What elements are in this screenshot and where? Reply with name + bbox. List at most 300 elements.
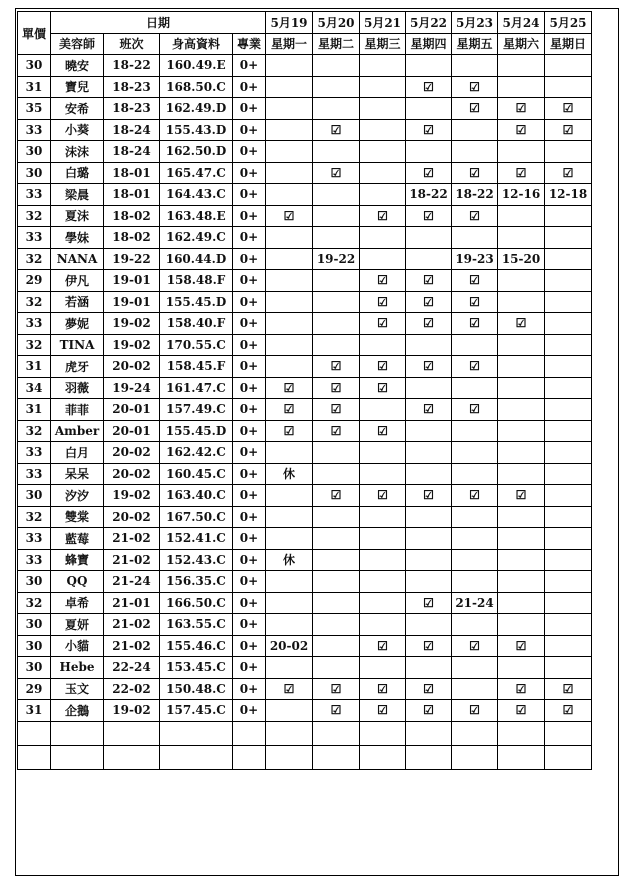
schedule-day-cell: 19-23	[452, 248, 498, 270]
schedule-checkbox-icon[interactable]: ☑	[452, 313, 498, 335]
shift-cell: 21-02	[104, 549, 160, 571]
stylist-name-cell: NANA	[51, 248, 104, 270]
schedule-day-cell	[360, 571, 406, 593]
shift-cell: 20-02	[104, 356, 160, 378]
schedule-checkbox-icon[interactable]: ☑	[545, 98, 592, 120]
table-row	[18, 98, 592, 120]
day-date-header: 5月24	[498, 12, 545, 34]
schedule-day-cell	[266, 528, 313, 550]
table-row	[18, 55, 592, 77]
weekday-header-saturday: 星期六	[498, 33, 545, 55]
schedule-checkbox-icon[interactable]: ☑	[360, 420, 406, 442]
professional-cell: 0+	[233, 678, 266, 700]
schedule-checkbox-icon[interactable]: ☑	[498, 485, 545, 507]
empty-cell	[406, 745, 452, 769]
schedule-checkbox-icon[interactable]: ☑	[452, 291, 498, 313]
table-row	[18, 442, 592, 464]
body-stats-cell: 168.50.C	[160, 76, 233, 98]
schedule-day-cell	[498, 291, 545, 313]
empty-cell	[160, 745, 233, 769]
professional-cell: 0+	[233, 442, 266, 464]
table-row	[18, 119, 592, 141]
schedule-day-cell	[452, 119, 498, 141]
schedule-checkbox-icon[interactable]: ☑	[360, 356, 406, 378]
price-cell: 31	[18, 399, 51, 421]
schedule-day-cell	[313, 614, 360, 636]
table-row	[18, 291, 592, 313]
schedule-day-cell	[406, 463, 452, 485]
schedule-day-cell	[360, 334, 406, 356]
schedule-day-cell	[360, 76, 406, 98]
schedule-day-cell	[545, 334, 592, 356]
empty-cell	[498, 745, 545, 769]
schedule-checkbox-icon[interactable]: ☑	[452, 700, 498, 722]
table-row	[18, 614, 592, 636]
schedule-checkbox-icon[interactable]: ☑	[266, 205, 313, 227]
empty-cell	[160, 721, 233, 745]
shift-cell: 18-24	[104, 141, 160, 163]
professional-cell: 0+	[233, 657, 266, 679]
schedule-checkbox-icon[interactable]: ☑	[313, 420, 360, 442]
schedule-day-cell	[266, 98, 313, 120]
schedule-day-cell	[360, 442, 406, 464]
schedule-checkbox-icon[interactable]: ☑	[313, 377, 360, 399]
schedule-day-cell	[313, 506, 360, 528]
schedule-day-cell	[452, 678, 498, 700]
schedule-day-cell	[406, 377, 452, 399]
shift-cell: 19-01	[104, 291, 160, 313]
professional-cell: 0+	[233, 420, 266, 442]
schedule-checkbox-icon[interactable]: ☑	[313, 485, 360, 507]
schedule-day-cell: 休	[266, 549, 313, 571]
schedule-checkbox-icon[interactable]: ☑	[406, 162, 452, 184]
schedule-day-cell	[360, 506, 406, 528]
day-date-header: 5月22	[406, 12, 452, 34]
schedule-checkbox-icon[interactable]: ☑	[545, 678, 592, 700]
schedule-checkbox-icon[interactable]: ☑	[406, 678, 452, 700]
stylist-name-cell: 呆呆	[51, 463, 104, 485]
schedule-day-cell	[406, 98, 452, 120]
schedule-day-cell	[498, 657, 545, 679]
stylist-name-cell: 曉安	[51, 55, 104, 77]
empty-row	[18, 721, 592, 745]
schedule-checkbox-icon[interactable]: ☑	[406, 485, 452, 507]
schedule-day-cell	[406, 571, 452, 593]
schedule-day-cell	[498, 571, 545, 593]
schedule-day-cell	[266, 227, 313, 249]
schedule-day-cell	[452, 528, 498, 550]
schedule-day-cell	[545, 614, 592, 636]
schedule-checkbox-icon[interactable]: ☑	[406, 119, 452, 141]
schedule-checkbox-icon[interactable]: ☑	[545, 700, 592, 722]
schedule-checkbox-icon[interactable]: ☑	[360, 377, 406, 399]
schedule-checkbox-icon[interactable]: ☑	[406, 399, 452, 421]
schedule-checkbox-icon[interactable]: ☑	[406, 76, 452, 98]
schedule-day-cell	[266, 55, 313, 77]
table-row	[18, 227, 592, 249]
schedule-checkbox-icon[interactable]: ☑	[452, 205, 498, 227]
schedule-day-cell	[498, 377, 545, 399]
schedule-day-cell	[452, 571, 498, 593]
schedule-day-cell	[406, 528, 452, 550]
price-cell: 30	[18, 141, 51, 163]
professional-cell: 0+	[233, 270, 266, 292]
schedule-checkbox-icon[interactable]: ☑	[266, 377, 313, 399]
price-cell: 33	[18, 184, 51, 206]
table-row	[18, 657, 592, 679]
schedule-checkbox-icon[interactable]: ☑	[360, 205, 406, 227]
schedule-day-cell	[266, 614, 313, 636]
schedule-checkbox-icon[interactable]: ☑	[452, 76, 498, 98]
shift-cell: 19-24	[104, 377, 160, 399]
professional-cell: 0+	[233, 635, 266, 657]
professional-cell: 0+	[233, 549, 266, 571]
body-stats-cell: 158.40.F	[160, 313, 233, 335]
professional-cell: 0+	[233, 98, 266, 120]
price-cell: 33	[18, 549, 51, 571]
price-cell: 29	[18, 678, 51, 700]
schedule-checkbox-icon[interactable]: ☑	[452, 635, 498, 657]
schedule-day-cell	[545, 291, 592, 313]
day-date-header: 5月21	[360, 12, 406, 34]
schedule-checkbox-icon[interactable]: ☑	[313, 356, 360, 378]
schedule-day-cell	[313, 205, 360, 227]
schedule-checkbox-icon[interactable]: ☑	[360, 291, 406, 313]
table-row	[18, 678, 592, 700]
schedule-day-cell	[498, 55, 545, 77]
professional-cell: 0+	[233, 399, 266, 421]
schedule-day-cell	[498, 141, 545, 163]
price-cell: 31	[18, 76, 51, 98]
table-row	[18, 184, 592, 206]
stylist-name-cell: 小貓	[51, 635, 104, 657]
table-row	[18, 399, 592, 421]
schedule-day-cell	[266, 291, 313, 313]
shift-cell: 20-02	[104, 463, 160, 485]
table-row	[18, 270, 592, 292]
schedule-day-cell	[406, 657, 452, 679]
stylist-name-cell: Amber	[51, 420, 104, 442]
professional-cell: 0+	[233, 141, 266, 163]
schedule-checkbox-icon[interactable]: ☑	[360, 678, 406, 700]
schedule-day-cell	[545, 420, 592, 442]
schedule-day-cell	[545, 227, 592, 249]
schedule-checkbox-icon[interactable]: ☑	[313, 399, 360, 421]
schedule-day-cell: 12-18	[545, 184, 592, 206]
body-stats-cell: 160.45.C	[160, 463, 233, 485]
body-stats-cell: 167.50.C	[160, 506, 233, 528]
shift-cell: 19-01	[104, 270, 160, 292]
schedule-day-cell	[545, 356, 592, 378]
empty-cell	[266, 721, 313, 745]
schedule-checkbox-icon[interactable]: ☑	[360, 270, 406, 292]
stylist-name-cell: TINA	[51, 334, 104, 356]
schedule-day-cell	[498, 528, 545, 550]
price-cell: 32	[18, 205, 51, 227]
stylist-name-cell: 雙棠	[51, 506, 104, 528]
empty-cell	[233, 745, 266, 769]
schedule-checkbox-icon[interactable]: ☑	[406, 700, 452, 722]
shift-cell: 19-02	[104, 485, 160, 507]
schedule-day-cell: 休	[266, 463, 313, 485]
empty-cell	[452, 745, 498, 769]
stylist-name-cell: 小葵	[51, 119, 104, 141]
table-row	[18, 485, 592, 507]
weekday-header: 星期二	[313, 33, 360, 55]
schedule-checkbox-icon[interactable]: ☑	[360, 485, 406, 507]
schedule-checkbox-icon[interactable]: ☑	[406, 270, 452, 292]
empty-cell	[104, 721, 160, 745]
schedule-day-cell	[266, 141, 313, 163]
schedule-checkbox-icon[interactable]: ☑	[545, 119, 592, 141]
price-cell: 30	[18, 485, 51, 507]
body-stats-cell: 163.40.C	[160, 485, 233, 507]
schedule-checkbox-icon[interactable]: ☑	[452, 162, 498, 184]
schedule-day-cell	[313, 291, 360, 313]
body-stats-cell: 158.45.F	[160, 356, 233, 378]
schedule-checkbox-icon[interactable]: ☑	[498, 635, 545, 657]
price-cell: 30	[18, 657, 51, 679]
schedule-day-cell	[360, 463, 406, 485]
schedule-day-cell	[498, 463, 545, 485]
schedule-day-cell	[360, 614, 406, 636]
schedule-day-cell	[266, 657, 313, 679]
empty-cell	[498, 721, 545, 745]
stylist-name-cell: Hebe	[51, 657, 104, 679]
schedule-checkbox-icon[interactable]: ☑	[406, 592, 452, 614]
body-stats-cell: 160.44.D	[160, 248, 233, 270]
stylist-name-cell: 夏妍	[51, 614, 104, 636]
schedule-day-cell	[313, 549, 360, 571]
price-cell: 33	[18, 528, 51, 550]
table-row	[18, 463, 592, 485]
body-stats-cell: 155.45.D	[160, 420, 233, 442]
schedule-day-cell	[313, 270, 360, 292]
price-cell: 32	[18, 248, 51, 270]
schedule-day-cell	[266, 592, 313, 614]
professional-cell: 0+	[233, 184, 266, 206]
table-row	[18, 334, 592, 356]
schedule-day-cell	[360, 528, 406, 550]
body-stats-cell: 161.47.C	[160, 377, 233, 399]
shift-cell: 18-01	[104, 184, 160, 206]
schedule-day-cell	[266, 485, 313, 507]
professional-cell: 0+	[233, 571, 266, 593]
professional-cell: 0+	[233, 485, 266, 507]
shift-cell: 19-02	[104, 700, 160, 722]
schedule-day-cell	[360, 141, 406, 163]
schedule-day-cell: 20-02	[266, 635, 313, 657]
empty-cell	[51, 721, 104, 745]
shift-cell: 21-24	[104, 571, 160, 593]
schedule-day-cell	[266, 76, 313, 98]
schedule-checkbox-icon[interactable]: ☑	[498, 119, 545, 141]
schedule-checkbox-icon[interactable]: ☑	[406, 291, 452, 313]
stylist-name-cell: 羽薇	[51, 377, 104, 399]
table-row	[18, 549, 592, 571]
day-date-header: 5月25	[545, 12, 592, 34]
body-stats-cell: 156.35.C	[160, 571, 233, 593]
schedule-day-cell	[498, 549, 545, 571]
professional-cell: 0+	[233, 162, 266, 184]
schedule-day-cell	[452, 141, 498, 163]
schedule-day-cell	[498, 227, 545, 249]
shift-cell: 19-02	[104, 334, 160, 356]
schedule-checkbox-icon[interactable]: ☑	[360, 635, 406, 657]
schedule-day-cell	[313, 141, 360, 163]
schedule-checkbox-icon[interactable]: ☑	[406, 205, 452, 227]
professional-cell: 0+	[233, 76, 266, 98]
body-stats-cell: 163.55.C	[160, 614, 233, 636]
schedule-day-cell	[313, 98, 360, 120]
price-cell: 31	[18, 356, 51, 378]
empty-cell	[233, 721, 266, 745]
table-row	[18, 571, 592, 593]
body-stats-cell: 166.50.C	[160, 592, 233, 614]
stylist-name-cell: 寶兒	[51, 76, 104, 98]
schedule-checkbox-icon[interactable]: ☑	[452, 399, 498, 421]
weekday-header: 星期四	[406, 33, 452, 55]
professional-cell: 0+	[233, 334, 266, 356]
price-cell: 30	[18, 614, 51, 636]
professional-cell: 0+	[233, 506, 266, 528]
professional-cell: 0+	[233, 227, 266, 249]
schedule-checkbox-icon[interactable]: ☑	[313, 678, 360, 700]
schedule-day-cell	[266, 162, 313, 184]
schedule-day-cell	[266, 356, 313, 378]
schedule-checkbox-icon[interactable]: ☑	[406, 313, 452, 335]
schedule-checkbox-icon[interactable]: ☑	[406, 356, 452, 378]
empty-cell	[313, 745, 360, 769]
body-stats-cell: 163.48.E	[160, 205, 233, 227]
professional-cell: 0+	[233, 291, 266, 313]
table-row	[18, 377, 592, 399]
body-stats-cell: 152.41.C	[160, 528, 233, 550]
body-stats-cell: 155.45.D	[160, 291, 233, 313]
shift-cell: 22-02	[104, 678, 160, 700]
schedule-day-cell	[545, 399, 592, 421]
schedule-checkbox-icon[interactable]: ☑	[313, 700, 360, 722]
schedule-day-cell	[406, 614, 452, 636]
schedule-day-cell	[360, 98, 406, 120]
schedule-day-cell	[266, 442, 313, 464]
schedule-day-cell	[452, 614, 498, 636]
schedule-day-cell	[266, 571, 313, 593]
professional-cell: 0+	[233, 356, 266, 378]
schedule-checkbox-icon[interactable]: ☑	[452, 356, 498, 378]
schedule-day-cell	[406, 442, 452, 464]
schedule-day-cell	[313, 55, 360, 77]
body-stats-cell: 157.45.C	[160, 700, 233, 722]
schedule-day-cell	[360, 549, 406, 571]
schedule-checkbox-icon[interactable]: ☑	[498, 678, 545, 700]
schedule-day-cell: 19-22	[313, 248, 360, 270]
schedule-checkbox-icon[interactable]: ☑	[406, 635, 452, 657]
price-cell: 33	[18, 442, 51, 464]
schedule-checkbox-icon[interactable]: ☑	[313, 119, 360, 141]
schedule-checkbox-icon[interactable]: ☑	[498, 700, 545, 722]
professional-cell: 0+	[233, 205, 266, 227]
body-column-header: 身高資料	[160, 33, 233, 55]
schedule-checkbox-icon[interactable]: ☑	[266, 420, 313, 442]
schedule-day-cell	[452, 420, 498, 442]
schedule-day-cell	[313, 463, 360, 485]
schedule-day-cell	[266, 313, 313, 335]
schedule-checkbox-icon[interactable]: ☑	[313, 162, 360, 184]
stylist-name-cell: 虎牙	[51, 356, 104, 378]
shift-cell: 21-02	[104, 528, 160, 550]
schedule-day-cell	[498, 614, 545, 636]
schedule-day-cell	[545, 549, 592, 571]
schedule-checkbox-icon[interactable]: ☑	[452, 485, 498, 507]
schedule-day-cell	[313, 592, 360, 614]
empty-cell	[18, 721, 51, 745]
shift-column-header: 班次	[104, 33, 160, 55]
schedule-day-cell	[545, 76, 592, 98]
body-stats-cell: 162.49.C	[160, 227, 233, 249]
table-row	[18, 700, 592, 722]
body-stats-cell: 162.49.D	[160, 98, 233, 120]
schedule-checkbox-icon[interactable]: ☑	[452, 270, 498, 292]
stylist-name-cell: 白璐	[51, 162, 104, 184]
schedule-checkbox-icon[interactable]: ☑	[360, 313, 406, 335]
schedule-day-cell	[313, 635, 360, 657]
shift-cell: 18-02	[104, 227, 160, 249]
professional-cell: 0+	[233, 592, 266, 614]
price-cell: 34	[18, 377, 51, 399]
stylist-name-cell: 玉文	[51, 678, 104, 700]
schedule-checkbox-icon[interactable]: ☑	[360, 700, 406, 722]
professional-cell: 0+	[233, 119, 266, 141]
empty-cell	[360, 721, 406, 745]
schedule-day-cell: 21-24	[452, 592, 498, 614]
schedule-checkbox-icon[interactable]: ☑	[498, 313, 545, 335]
schedule-checkbox-icon[interactable]: ☑	[266, 678, 313, 700]
price-cell: 32	[18, 291, 51, 313]
body-stats-cell: 160.49.E	[160, 55, 233, 77]
schedule-day-cell	[545, 270, 592, 292]
professional-cell: 0+	[233, 377, 266, 399]
schedule-day-cell	[452, 377, 498, 399]
shift-cell: 21-01	[104, 592, 160, 614]
schedule-day-cell	[498, 442, 545, 464]
professional-cell: 0+	[233, 55, 266, 77]
stylist-name-cell: 藍莓	[51, 528, 104, 550]
weekday-header-sunday: 星期日	[545, 33, 592, 55]
empty-cell	[51, 745, 104, 769]
price-cell: 31	[18, 700, 51, 722]
header-row-dates	[18, 12, 592, 34]
table-row	[18, 205, 592, 227]
schedule-checkbox-icon[interactable]: ☑	[452, 98, 498, 120]
table-row	[18, 76, 592, 98]
stylist-name-cell: 汐汐	[51, 485, 104, 507]
body-stats-cell: 155.43.D	[160, 119, 233, 141]
schedule-day-cell	[266, 184, 313, 206]
weekday-header: 星期三	[360, 33, 406, 55]
schedule-checkbox-icon[interactable]: ☑	[545, 162, 592, 184]
body-stats-cell: 158.48.F	[160, 270, 233, 292]
schedule-checkbox-icon[interactable]: ☑	[498, 98, 545, 120]
schedule-checkbox-icon[interactable]: ☑	[266, 399, 313, 421]
schedule-day-cell	[313, 313, 360, 335]
empty-cell	[406, 721, 452, 745]
schedule-checkbox-icon[interactable]: ☑	[498, 162, 545, 184]
schedule-day-cell	[360, 248, 406, 270]
schedule-day-cell	[545, 592, 592, 614]
stylist-name-cell: 安希	[51, 98, 104, 120]
schedule-day-cell	[313, 442, 360, 464]
